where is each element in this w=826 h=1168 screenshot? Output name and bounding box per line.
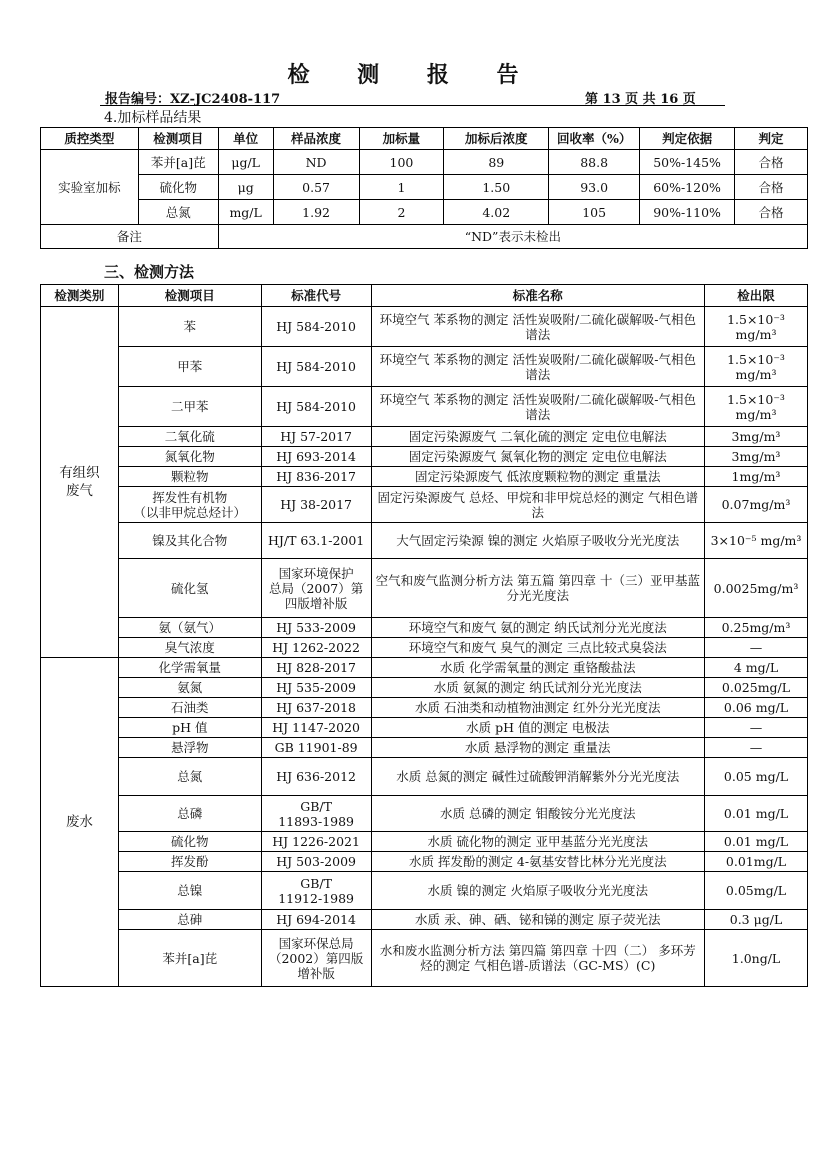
qc-type-cell: 实验室加标 [41, 150, 139, 225]
qc-header: 加标后浓度 [444, 128, 549, 150]
table-row [41, 832, 808, 852]
method-item-cell: 悬浮物 [118, 738, 261, 758]
method-limit-cell: 0.05mg/L [705, 872, 808, 910]
table-row [41, 618, 808, 638]
method-code-cell: HJ 1147-2020 [261, 718, 371, 738]
method-item-cell: pH 值 [118, 718, 261, 738]
method-name-cell: 大气固定污染源 镍的测定 火焰原子吸收分光光度法 [371, 523, 704, 559]
cell: 0.57 [273, 175, 359, 200]
method-name-cell: 水质 石油类和动植物油测定 红外分光光度法 [371, 698, 704, 718]
cell: 合格 [735, 200, 808, 225]
table-row [41, 698, 808, 718]
cell: 4.02 [444, 200, 549, 225]
page-info: 第 13 页 共 16 页 [585, 92, 696, 107]
method-code-cell: HJ 1262-2022 [261, 638, 371, 658]
methods-header: 检测项目 [118, 285, 261, 307]
method-code-cell: HJ 836-2017 [261, 467, 371, 487]
method-item-cell: 总磷 [118, 796, 261, 832]
table-row [41, 175, 808, 200]
methods-header: 标准名称 [371, 285, 704, 307]
remark-row [41, 225, 808, 249]
method-limit-cell: 1.0ng/L [705, 930, 808, 987]
cell: mg/L [218, 200, 273, 225]
method-name-cell: 空气和废气监测分析方法 第五篇 第四章 十（三）亚甲基蓝分光光度法 [371, 559, 704, 618]
cell: 硫化物 [138, 175, 218, 200]
method-code-cell: HJ 584-2010 [261, 307, 371, 347]
method-item-cell: 二氧化硫 [118, 427, 261, 447]
methods-header: 标准代号 [261, 285, 371, 307]
method-code-cell: HJ 693-2014 [261, 447, 371, 467]
qc-header: 判定 [735, 128, 808, 150]
method-item-cell: 氨氮 [118, 678, 261, 698]
table-row [41, 718, 808, 738]
cell: 89 [444, 150, 549, 175]
report-title: 检 测 报 告 [287, 62, 539, 88]
method-name-cell: 水质 硫化物的测定 亚甲基蓝分光光度法 [371, 832, 704, 852]
table-row [41, 638, 808, 658]
method-code-cell: HJ 1226-2021 [261, 832, 371, 852]
method-name-cell: 固定污染源废气 总烃、甲烷和非甲烷总烃的测定 气相色谱法 [371, 487, 704, 523]
method-item-cell: 化学需氧量 [118, 658, 261, 678]
method-code-cell: GB 11901-89 [261, 738, 371, 758]
methods-table [40, 284, 808, 987]
section-methods-heading: 三、检测方法 [104, 263, 195, 281]
method-code-cell: HJ 584-2010 [261, 347, 371, 387]
cell: 1 [359, 175, 444, 200]
method-limit-cell: — [705, 738, 808, 758]
qc-header: 判定依据 [640, 128, 735, 150]
method-code-cell: HJ 503-2009 [261, 852, 371, 872]
method-item-cell: 硫化氢 [118, 559, 261, 618]
method-limit-cell: 0.01 mg/L [705, 796, 808, 832]
method-limit-cell: 0.06 mg/L [705, 698, 808, 718]
method-limit-cell: 0.01 mg/L [705, 832, 808, 852]
section-spike-heading: 4.加标样品结果 [104, 110, 202, 126]
table-row [41, 758, 808, 796]
method-code-cell: HJ 535-2009 [261, 678, 371, 698]
method-limit-cell: 1mg/m³ [705, 467, 808, 487]
method-code-cell: HJ 637-2018 [261, 698, 371, 718]
remark-text: “ND”表示未检出 [218, 225, 807, 249]
method-code-cell: GB/T 11912-1989 [261, 872, 371, 910]
method-item-cell: 挥发性有机物 （以非甲烷总烃计） [118, 487, 261, 523]
table-row [41, 427, 808, 447]
method-name-cell: 水质 pH 值的测定 电极法 [371, 718, 704, 738]
method-limit-cell: 0.3 μg/L [705, 910, 808, 930]
methods-header: 检测类别 [41, 285, 119, 307]
method-limit-cell: 0.025mg/L [705, 678, 808, 698]
method-limit-cell: 3mg/m³ [705, 447, 808, 467]
method-name-cell: 水质 化学需氧量的测定 重铬酸盐法 [371, 658, 704, 678]
table-row [41, 200, 808, 225]
table-row [41, 658, 808, 678]
qc-header: 回收率（%） [549, 128, 640, 150]
cell: 88.8 [549, 150, 640, 175]
method-name-cell: 水质 镍的测定 火焰原子吸收分光光度法 [371, 872, 704, 910]
cell: 合格 [735, 175, 808, 200]
cell: 合格 [735, 150, 808, 175]
method-item-cell: 苯并[a]芘 [118, 930, 261, 987]
method-name-cell: 环境空气和废气 臭气的测定 三点比较式臭袋法 [371, 638, 704, 658]
method-item-cell: 总镍 [118, 872, 261, 910]
cell: 100 [359, 150, 444, 175]
cell: 苯并[a]芘 [138, 150, 218, 175]
method-code-cell: HJ 584-2010 [261, 387, 371, 427]
qc-header: 单位 [218, 128, 273, 150]
cell: 60%-120% [640, 175, 735, 200]
method-name-cell: 环境空气 苯系物的测定 活性炭吸附/二硫化碳解吸-气相色谱法 [371, 347, 704, 387]
table-row [41, 487, 808, 523]
method-name-cell: 水质 氨氮的测定 纳氏试剂分光光度法 [371, 678, 704, 698]
method-code-cell: HJ 694-2014 [261, 910, 371, 930]
table-row [41, 387, 808, 427]
method-limit-cell: 0.01mg/L [705, 852, 808, 872]
remark-label: 备注 [41, 225, 219, 249]
method-item-cell: 甲苯 [118, 347, 261, 387]
table-row [41, 150, 808, 175]
method-name-cell: 固定污染源废气 二氧化硫的测定 定电位电解法 [371, 427, 704, 447]
qc-header: 样品浓度 [273, 128, 359, 150]
method-name-cell: 水质 汞、砷、硒、铋和锑的测定 原子荧光法 [371, 910, 704, 930]
method-code-cell: 国家环保总局 （2002）第四版 增补版 [261, 930, 371, 987]
method-code-cell: HJ 828-2017 [261, 658, 371, 678]
method-limit-cell: 0.07mg/m³ [705, 487, 808, 523]
method-limit-cell: 0.0025mg/m³ [705, 559, 808, 618]
method-name-cell: 水质 挥发酚的测定 4-氨基安替比林分光光度法 [371, 852, 704, 872]
method-item-cell: 挥发酚 [118, 852, 261, 872]
cell: 2 [359, 200, 444, 225]
method-limit-cell: 1.5×10⁻³ mg/m³ [705, 307, 808, 347]
method-limit-cell: 4 mg/L [705, 658, 808, 678]
cell: 1.50 [444, 175, 549, 200]
method-code-cell: HJ 57-2017 [261, 427, 371, 447]
method-item-cell: 总砷 [118, 910, 261, 930]
table-row [41, 307, 808, 347]
table-row [41, 559, 808, 618]
method-name-cell: 水和废水监测分析方法 第四篇 第四章 十四（二） 多环芳烃的测定 气相色谱-质谱法（GC-MS）(C) [371, 930, 704, 987]
method-limit-cell: 0.05 mg/L [705, 758, 808, 796]
cell: μg/L [218, 150, 273, 175]
method-item-cell: 氮氧化物 [118, 447, 261, 467]
cell: ND [273, 150, 359, 175]
method-limit-cell: — [705, 638, 808, 658]
methods-header: 检出限 [705, 285, 808, 307]
cell: 93.0 [549, 175, 640, 200]
method-limit-cell: 3×10⁻⁵ mg/m³ [705, 523, 808, 559]
method-name-cell: 固定污染源废气 低浓度颗粒物的测定 重量法 [371, 467, 704, 487]
method-item-cell: 总氮 [118, 758, 261, 796]
method-name-cell: 水质 总磷的测定 钼酸铵分光光度法 [371, 796, 704, 832]
method-code-cell: HJ/T 63.1-2001 [261, 523, 371, 559]
table-row [41, 910, 808, 930]
report-number: 报告编号：XZ-JC2408-117 [105, 92, 281, 107]
method-item-cell: 臭气浓度 [118, 638, 261, 658]
table-row [41, 467, 808, 487]
header-rule [100, 105, 725, 106]
method-limit-cell: 0.25mg/m³ [705, 618, 808, 638]
method-name-cell: 环境空气 苯系物的测定 活性炭吸附/二硫化碳解吸-气相色谱法 [371, 307, 704, 347]
spike-results-table [40, 127, 808, 249]
method-item-cell: 颗粒物 [118, 467, 261, 487]
cell: μg [218, 175, 273, 200]
table-row [41, 738, 808, 758]
method-item-cell: 石油类 [118, 698, 261, 718]
method-name-cell: 固定污染源废气 氮氧化物的测定 定电位电解法 [371, 447, 704, 467]
method-name-cell: 水质 总氮的测定 碱性过硫酸钾消解紫外分光光度法 [371, 758, 704, 796]
method-code-cell: HJ 38-2017 [261, 487, 371, 523]
method-item-cell: 氨（氨气） [118, 618, 261, 638]
qc-header: 加标量 [359, 128, 444, 150]
method-limit-cell: 1.5×10⁻³ mg/m³ [705, 387, 808, 427]
method-item-cell: 苯 [118, 307, 261, 347]
table-row [41, 447, 808, 467]
method-code-cell: GB/T 11893-1989 [261, 796, 371, 832]
method-item-cell: 镍及其化合物 [118, 523, 261, 559]
category-cell: 废水 [41, 658, 119, 987]
table-row [41, 872, 808, 910]
category-cell: 有组织 废气 [41, 307, 119, 658]
method-limit-cell: 3mg/m³ [705, 427, 808, 447]
table-row [41, 930, 808, 987]
method-name-cell: 环境空气 苯系物的测定 活性炭吸附/二硫化碳解吸-气相色谱法 [371, 387, 704, 427]
table-row [41, 852, 808, 872]
table-row [41, 347, 808, 387]
cell: 105 [549, 200, 640, 225]
cell: 90%-110% [640, 200, 735, 225]
method-name-cell: 环境空气和废气 氨的测定 纳氏试剂分光光度法 [371, 618, 704, 638]
table-row [41, 678, 808, 698]
qc-header: 检测项目 [138, 128, 218, 150]
table-row [41, 796, 808, 832]
table-row [41, 523, 808, 559]
method-name-cell: 水质 悬浮物的测定 重量法 [371, 738, 704, 758]
method-item-cell: 二甲苯 [118, 387, 261, 427]
qc-header: 质控类型 [41, 128, 139, 150]
method-code-cell: HJ 533-2009 [261, 618, 371, 638]
cell: 1.92 [273, 200, 359, 225]
cell: 总氮 [138, 200, 218, 225]
method-code-cell: HJ 636-2012 [261, 758, 371, 796]
method-limit-cell: — [705, 718, 808, 738]
cell: 50%-145% [640, 150, 735, 175]
method-item-cell: 硫化物 [118, 832, 261, 852]
method-limit-cell: 1.5×10⁻³ mg/m³ [705, 347, 808, 387]
method-code-cell: 国家环境保护 总局（2007）第 四版增补版 [261, 559, 371, 618]
